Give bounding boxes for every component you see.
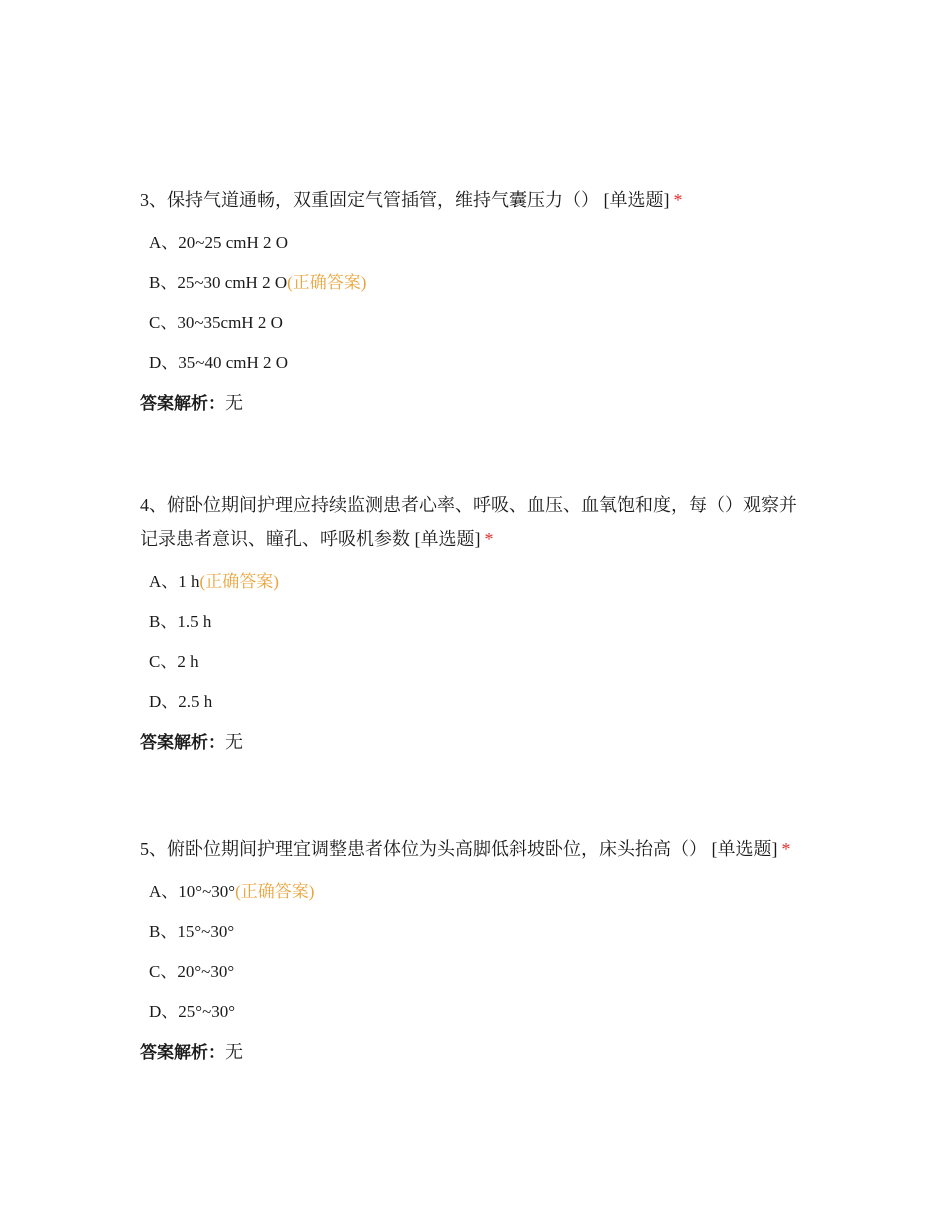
required-asterisk: * — [484, 529, 494, 549]
option-b — [140, 263, 810, 303]
option-text: D、2.5 h — [149, 692, 213, 711]
correct-answer-mark: (正确答案) — [199, 572, 279, 591]
option-c — [140, 303, 810, 343]
answer-analysis — [140, 722, 810, 763]
analysis-label: 答案解析： — [140, 394, 225, 414]
analysis-label: 答案解析： — [140, 733, 225, 753]
question-title — [140, 183, 810, 217]
option-c — [140, 642, 810, 682]
option-text: C、30~35cmH 2 O — [149, 313, 283, 332]
option-list — [140, 223, 810, 383]
analysis-value: 无 — [225, 732, 243, 752]
question-text: 3、保持气道通畅，双重固定气管插管，维持气囊压力（） [单选题] — [140, 190, 670, 210]
option-d — [140, 992, 810, 1032]
option-text: B、15°~30° — [149, 922, 235, 941]
required-asterisk: * — [781, 839, 791, 859]
option-list — [140, 562, 810, 722]
option-text: C、20°~30° — [149, 962, 235, 981]
option-text: A、1 h — [149, 572, 200, 591]
option-text: B、25~30 cmH 2 O — [149, 273, 288, 292]
option-a — [140, 562, 810, 602]
question-title — [140, 832, 810, 866]
option-text: D、35~40 cmH 2 O — [149, 353, 289, 372]
option-d — [140, 343, 810, 383]
analysis-label: 答案解析： — [140, 1043, 225, 1063]
question-4 — [140, 488, 810, 763]
analysis-value: 无 — [225, 1042, 243, 1062]
option-a — [140, 872, 810, 912]
option-a — [140, 223, 810, 263]
question-title — [140, 488, 810, 556]
question-5 — [140, 832, 810, 1073]
option-text: B、1.5 h — [149, 612, 212, 631]
option-text: A、10°~30° — [149, 882, 236, 901]
option-text: A、20~25 cmH 2 O — [149, 233, 289, 252]
option-text: C、2 h — [149, 652, 199, 671]
option-c — [140, 952, 810, 992]
question-text: 4、俯卧位期间护理应持续监测患者心率、呼吸、血压、血氧饱和度，每（）观察并记录患者意识、瞳孔、呼吸机参数 [单选题] — [140, 495, 797, 549]
option-b — [140, 912, 810, 952]
analysis-value: 无 — [225, 393, 243, 413]
option-list — [140, 872, 810, 1032]
option-text: D、25°~30° — [149, 1002, 236, 1021]
option-b — [140, 602, 810, 642]
correct-answer-mark: (正确答案) — [235, 882, 315, 901]
question-3 — [140, 183, 810, 424]
answer-analysis — [140, 1032, 810, 1073]
option-d — [140, 682, 810, 722]
required-asterisk: * — [673, 190, 683, 210]
question-text: 5、俯卧位期间护理宜调整患者体位为头高脚低斜坡卧位，床头抬高（） [单选题] — [140, 839, 778, 859]
correct-answer-mark: (正确答案) — [287, 273, 367, 292]
answer-analysis — [140, 383, 810, 424]
